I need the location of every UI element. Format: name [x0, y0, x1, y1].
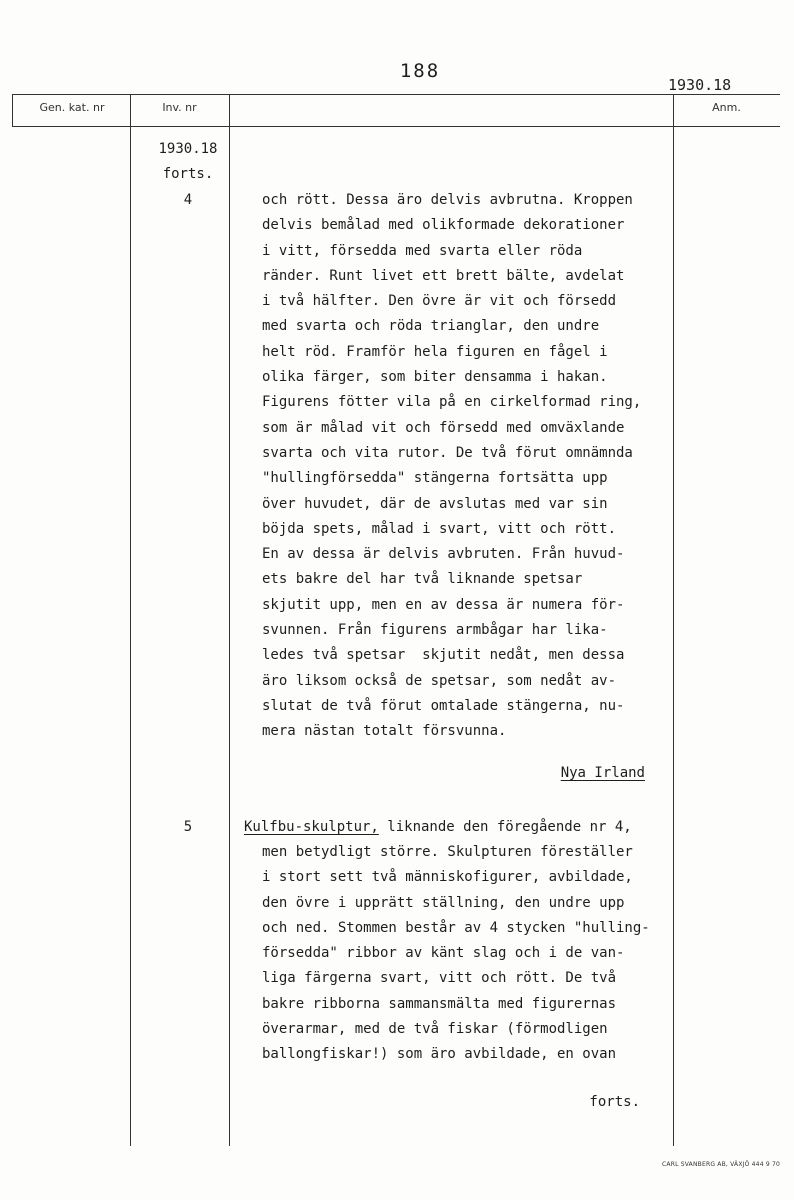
description-line: och rött. Dessa äro delvis avbrutna. Kroppen [262, 192, 633, 208]
description-line: ballongfiskar!) som äro avbildade, en ovan [262, 1046, 617, 1063]
description-line: ledes två spetsar skjutit nedåt, men dessa [262, 647, 625, 664]
description-line: En av dessa är delvis avbruten. Från huvud- [262, 546, 625, 563]
description-line: äro liksom också de spetsar, som nedåt av- [262, 672, 617, 689]
description-line: i stort sett två människofigurer, avbildade, [262, 869, 633, 886]
description-line: ets bakre del har två liknande spetsar [262, 571, 583, 588]
header-catalog-number: 1930.18 [668, 76, 732, 94]
description-line: med svarta och röda trianglar, den undre [262, 318, 600, 335]
inventory-number: 1930.18 [158, 141, 218, 157]
description-line: mera nästan totalt försvunna. [262, 723, 507, 740]
description-line: ränder. Runt livet ett brett bälte, avdelat [262, 267, 625, 284]
description-line: svarta och vita rutor. De två förut omnämnda [262, 444, 633, 461]
item-number-4: 4 [183, 192, 193, 208]
column-rule-left-edge [12, 94, 13, 126]
printer-imprint: CARL SVANBERG AB, VÄXJÖ 444 9 70 [662, 1161, 780, 1168]
header-top-rule [12, 94, 780, 95]
description-line: delvis bemålad med olikformade dekorationer [262, 217, 625, 234]
description-line: "hullingförsedda" stängerna fortsätta upp [262, 470, 608, 487]
page-number: 188 [399, 60, 441, 82]
item-4-description [262, 188, 677, 745]
description-line: i två hälfter. Den övre är vit och försedd [262, 293, 617, 310]
item-number-5: 5 [183, 819, 193, 835]
column-header-inv: Inv. nr [162, 101, 197, 114]
locality-label: Nya Irland [560, 765, 645, 781]
description-line: överarmar, med de två fiskar (förmodligen [262, 1021, 608, 1038]
item-5-continued: forts. [589, 1094, 640, 1110]
description-line: försedda" ribbor av känt slag och i de van- [262, 945, 625, 962]
item-5-first-line [244, 815, 632, 840]
description-line: Figurens fötter vila på en cirkelformad ring, [262, 394, 642, 411]
item-5-description [262, 840, 677, 1068]
column-header-gen-kat: Gen. kat. nr [39, 101, 105, 114]
description-line: helt röd. Framför hela figuren en fågel i [262, 343, 608, 360]
column-rule-gen-kat [130, 94, 131, 1146]
column-rule-inv [229, 94, 230, 1146]
description-line: över huvudet, där de avslutas med var sin [262, 495, 608, 512]
description-line: olika färger, som biter densamma i hakan. [262, 369, 608, 386]
item-5-first-line-text: liknande den föregående nr 4, [378, 819, 632, 835]
description-line: liga färgerna svart, vitt och rött. De två [262, 970, 617, 987]
description-line: som är målad vit och försedd med omväxlande [262, 419, 625, 436]
description-line: svunnen. Från figurens armbågar har lika- [262, 622, 608, 639]
description-line: den övre i upprätt ställning, den undre upp [262, 894, 625, 911]
item-5-title: Kulfbu-skulptur, [244, 819, 379, 835]
inventory-continued: forts. [162, 166, 214, 182]
description-line: men betydligt större. Skulpturen föreställer [262, 844, 633, 860]
description-line: i vitt, försedda med svarta eller röda [262, 242, 583, 259]
description-line: böjda spets, målad i svart, vitt och rött. [262, 520, 617, 537]
description-line: och ned. Stommen består av 4 stycken "hulling- [262, 919, 650, 936]
description-line: slutat de två förut omtalade stängerna, nu- [262, 697, 625, 714]
header-bottom-rule [12, 126, 780, 127]
description-line: skjutit upp, men en av dessa är numera för- [262, 596, 625, 613]
item-4-locality [262, 761, 645, 786]
description-line: bakre ribborna sammansmälta med figurernas [262, 995, 617, 1012]
column-header-anm: Anm. [712, 101, 741, 114]
